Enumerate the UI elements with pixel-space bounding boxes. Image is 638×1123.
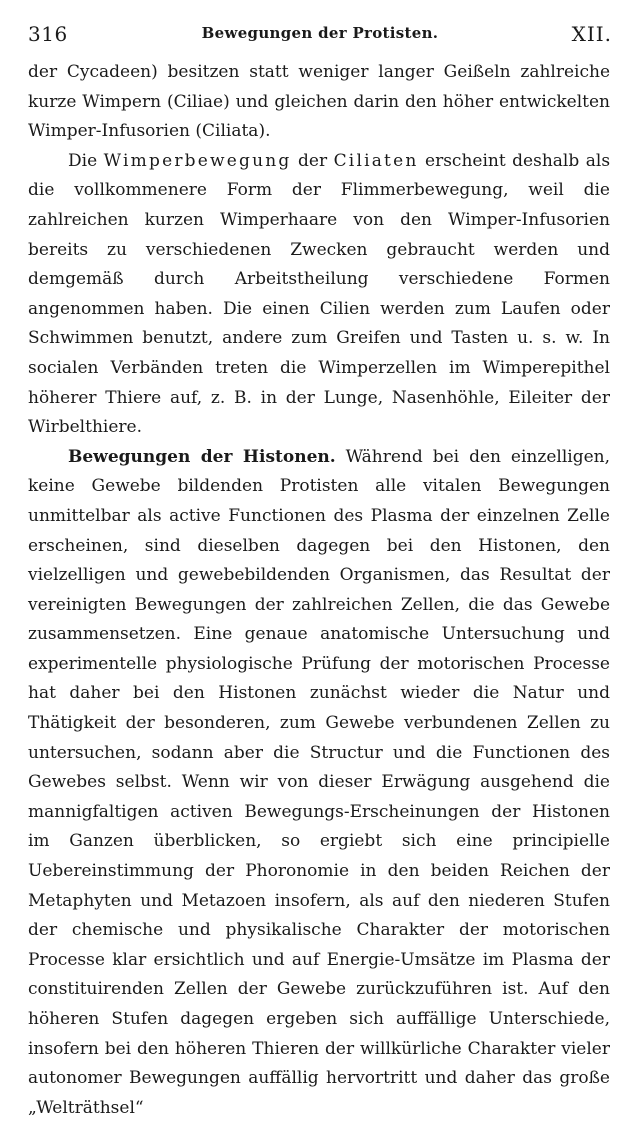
term-ciliaten: Ciliaten [333, 150, 419, 171]
page-header [28, 22, 612, 48]
paragraph-2-mid: der [298, 150, 328, 171]
section-heading: Bewegungen der Histonen. [68, 446, 336, 467]
paragraph-1-text: der Cycadeen) besitzen statt weniger langer Geißeln zahlreiche kurze Wimpern (Ciliae) und gleichen darin den höher entwickelten Wimper-Infusorien (Ciliata). [28, 62, 610, 142]
paragraph-2 [28, 147, 610, 443]
term-wimperbewegung: Wimperbewegung [103, 150, 292, 171]
body-text [28, 58, 610, 1123]
chapter-number: XII. [571, 22, 612, 46]
paragraph-1 [28, 58, 610, 147]
running-head: Bewegungen der Protisten. [201, 24, 439, 42]
paragraph-2-rest: erscheint deshalb als die vollkommenere Form der Flimmerbewegung, weil die zahlreichen kurzen Wimperhaare von den Wimper-Infusorien bereits zu verschiedenen Zwecken gebraucht werden und demgemäß durch Arbeitstheilung verschiedene Formen angenommen haben. Die einen Cilien werden zum Laufen oder Schwimmen benutzt, andere zum Greifen und Tasten u. s. w. In socialen Verbänden treten die Wimperzellen im Wimperepithel höherer Thiere auf, z. B. in der Lunge, Nasenhöhle, Eileiter der Wirbelthiere. [28, 150, 611, 438]
paragraph-3-text: Während bei den einzelligen, keine Gewebe bildenden Protisten alle vitalen Bewegungen unmittelbar als active Functionen des Plasma der einzelnen Zelle erscheinen, sind dieselben dagegen bei den Histonen, den vielzelligen und gewebebildenden Organismen, das Resultat der vereinigten Bewegungen der zahlreichen Zellen, die das Gewebe zusammensetzen. Eine genaue anatomische Untersuchung und experimentelle physiologische Prüfung der motorischen Processe hat daher bei den Histonen zunächst wieder die Natur und Thätigkeit der besonderen, zum Gewebe verbundenen Zellen zu untersuchen, sodann aber die Structur und die Functionen des Gewebes selbst. Wenn wir von dieser Erwägung ausgehend die mannigfaltigen activen Bewegungs-Erscheinungen der Histonen im Ganzen überblicken, so ergiebt sich eine principielle Uebereinstimmung der Phoronomie in den beiden Reichen der Metaphyten und Metazoen insofern, als auf den niederen Stufen der chemische und physikalische Charakter der motorischen Processe klar ersichtlich und auf Energie-Umsätze im Plasma der constituirenden Zellen der Gewebe zurückzuführen ist. Auf den höheren Stufen dagegen ergeben sich auffällige Unterschiede, insofern bei den höheren Thieren der willkürliche Charakter vieler autonomer Bewegungen auffällig hervortritt und daher das große „Welträthsel“ [28, 446, 611, 1118]
page-number: 316 [28, 22, 68, 46]
paragraph-2-lead: Die [68, 150, 98, 171]
paragraph-3 [28, 443, 610, 1123]
